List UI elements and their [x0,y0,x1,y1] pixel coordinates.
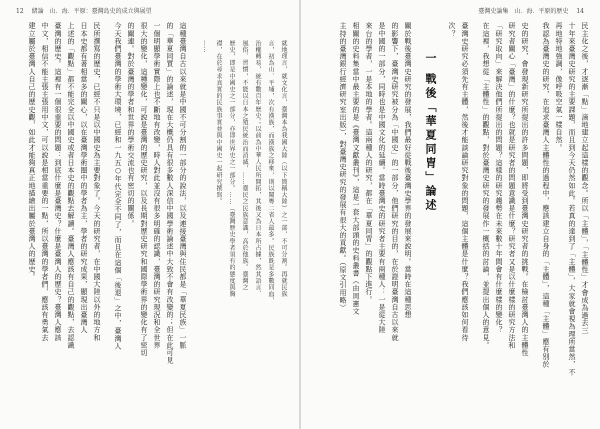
left-page-header [10,6,152,15]
text-column: 的關連。對於臺灣的學者和世界的學術交流也有密切的關係。 [127,22,135,228]
right-page [301,0,600,429]
text-column: 上述的「觀點」都不能完全以中國史或者日本史的觀點去解讀。臺灣人應該有自己的觀點，去認識 [67,22,75,349]
text-column: 中文，相信不能主張主張用中文，可以說是相當重要的一點，所以臺灣的學者們，應該有勇氣去 [41,22,49,342]
quote-line: 治權轉易，統有數百年歷史；以前為中華人民所開拓，其後又為日本所占據，然其語言、 [254,40,261,298]
right-page-body [309,22,590,415]
quote-line: 就地理言，就文化言，臺灣本為我國大陸（以下簡稱大陸）之一部，不可分割。再就民族 [280,40,287,298]
text-column: 一個明顯學術實際上也不斷地有改變，時人對此並沒有很多明確的認識，臺灣的研究現況和全世界 [153,22,161,349]
text-column: 日本史都有著相當多的關心，以在臺灣學術圈中的學者為主，學者的研究成果，顯現出臺灣人 [80,22,88,334]
quote-line: 歷史，即是中國史之一部分，亦即世界史之一部分。……（臺灣歷史學者須有的態度與胸 [228,40,235,298]
block-quote [200,22,289,415]
text-column: 的影響下，臺灣史研究被分為「中國史」的一部分，他們研究的目的，在於證明臺灣自古以來就 [391,22,399,342]
left-page-number: 12 [16,8,24,15]
text-column: 民主化之後，才逐漸「點」滴地建立起這樣的觀念。所以「主體」，「主體性」才會成為過去三 [581,22,589,335]
text-column: 很大的變化，這種變化，可說是臺灣的歷史研究，以及長期對歷史研究和國際學術界的變化有了密切 [140,22,148,357]
text-column: 主持的臺灣銀行經濟研究室出版），對臺灣史研究的發展有很大的貢獻。（原文引用略） [339,22,347,312]
text-column: 我認為臺灣史的研究，在追求臺灣人主體性的過程中，應該建立自身的「主體」，這種「主體」應有別於 [542,22,550,369]
text-column: 關於戰後臺灣史研究的發展，我們最好從戰後臺灣史學界的發展來說明。當時在這種思想 [404,22,412,319]
quote-line: 襟，在於尋求真實的民族事實並與中國史一起研究撰寫。 [215,40,222,205]
text-column: 次？ [448,22,456,38]
text-column: 建立屬於臺灣人自己的歷史觀，如此才能夠真正地描繪出屬於臺灣人的歷史。 [28,22,36,281]
right-running-title: 臺灣史論集 山．海．平原的歷史 [478,8,569,15]
text-column: 臺灣史研究必須先有主體，然後才能談論研究對象的問題，這個主體是什麼？我們應該如何看待 [461,22,469,342]
text-column: 研究者關心「臺灣」的什麼？也就是研究者的問題意識是什麼？研究者又是以什麼樣的研究方法和 [508,22,516,349]
text-column: 史的研究，會發現新研究所提出的許多問題，即將受到臺灣史研究者的挑戰。在檢討臺灣人的主體性 [521,22,529,357]
text-column: 的「華夏同質」的論述，現在大概仍具有很多數人深信中國學術論述中大致不會有改變的；但在此可見 [166,22,174,364]
section-number: 一 [424,52,437,66]
right-page-number: 14 [576,8,584,15]
text-column: 在這裡，我想從「主體性」的觀點，對於臺灣史研究的發展作一概括的討論，並提出個人的意見。 [482,22,490,349]
text-column: 相關的史料集當中最主要的是《臺灣文獻叢刊》，這是一套大部頭的史料叢書（由周憲文 [352,22,360,315]
left-running-title: 緒論 山．海．平原：臺灣島史的成立與展望 [31,8,152,15]
quote-line: 言，初為山、平埔，次有漢族，而漢族之移來，則以閩粵二省人最多。民族既是多數同血， [267,40,274,304]
right-page-header [478,6,590,15]
text-column: 是中國的一部分，同時也是中國文化的延續。當時臺灣史的研究者主要有兩種人：一是從大陸 [378,22,386,334]
text-column: 「研究取向」來解決他們所提出的問題？這樣的研究趨勢在未來數十年間會有什麼樣的變化？ [495,22,503,334]
section-label: 戰後「華夏同胄」論述 [424,72,437,213]
quote-line: …… [202,40,209,54]
left-page [0,0,299,429]
text-column: 民所撰寫的歷史，已經不只是以中國史為主要對象了。今天的研究者，在中國大陸以外的地方和 [93,22,101,342]
left-page-body [8,22,289,415]
section-heading [425,22,436,415]
text-column: 臺灣的歷史。這裡有一個很重要的問題：到底什麼是臺灣史？什麼是臺灣人的歷史？臺灣人應該 [54,22,62,342]
quote-line: 風俗、習慣，不能以日本之殖民統治而消滅，……臺民之民族意識，高於他族。臺灣之 [241,40,248,291]
text-column: 今天我們臺灣的學術大環境，已經和一九五○年代完全不同了，而且在這個「後退」之中，臺灣人 [114,22,122,350]
text-column: 十年來臺灣史研究的主要課題，而且到今天仍然如此。若真的達到了「主體」，大家就會視為理所當然，不 [568,22,576,376]
text-column: 這種臺灣自古以來就是中國不可分割的一部分的說法，以及連接臺灣與住民都是「華夏民族」一脈 [179,22,187,349]
text-column: 再地特地強調，像呼吸空氣一樣自然。 [555,22,563,152]
text-column: 來台的學者，一是本地的學者。這兩種人的研究，都在「華夏同胄」的觀點下進行。 [365,22,373,304]
